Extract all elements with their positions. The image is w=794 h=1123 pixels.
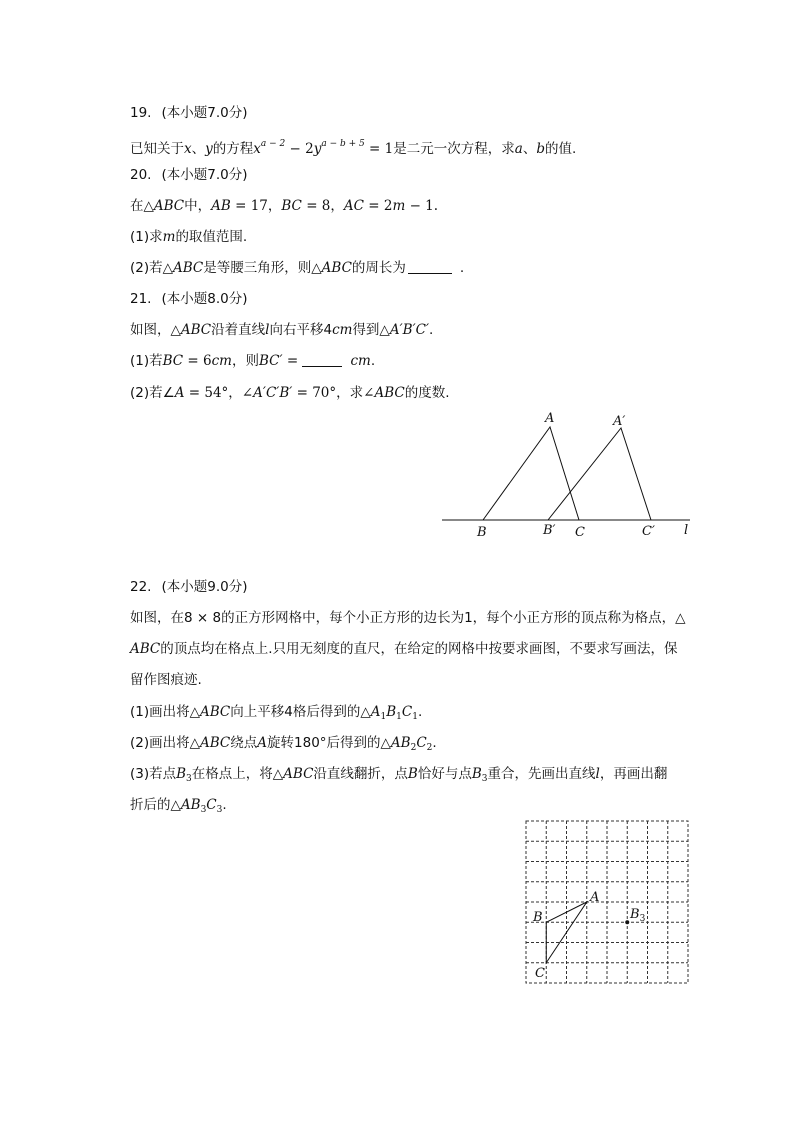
q22-statement-line2 [130,639,678,659]
text: 的取值范围. [175,229,248,245]
subscript: 3 [186,774,192,784]
math: ABC [374,385,405,401]
q21-statement [130,320,433,340]
subscript: 3 [200,805,207,815]
math: AB [180,797,201,813]
label-B3 [629,907,646,924]
subscript: 1 [412,712,418,722]
var-y: y [313,141,322,157]
text: 恰好与点 [417,766,472,782]
math: AC [343,198,364,214]
answer-blank[interactable] [302,366,342,367]
subscript: 3 [481,774,488,784]
math: A [370,704,381,720]
text: 的值. [544,141,577,157]
text: = 1 [364,141,394,157]
text: = 70°，求∠ [292,385,375,401]
math: ABC [153,198,185,214]
math: ABC [180,322,212,338]
var-a: a [514,141,523,157]
math: cm [332,322,353,338]
text: (1)若 [130,353,163,369]
math: B [407,766,418,782]
text: 留作图痕迹. [130,672,202,688]
text: 绕点 [230,735,258,751]
text: − 1. [405,198,439,214]
text: 沿直线翻折，点 [313,766,408,782]
text: . [370,353,376,369]
math: C [416,735,427,751]
label-B2: B′ [543,523,556,538]
var-b: b [536,141,545,157]
text: 向右平移4 [269,322,333,338]
math: B [471,766,482,782]
math: AB [211,198,231,214]
text: = 17， [230,198,282,214]
math: ABC [283,766,314,782]
text: (2)若∠ [130,385,175,401]
label-C2: C′ [642,524,655,539]
math: ABC [130,641,161,657]
text: 向上平移4格后得到的△ [230,704,371,720]
label-B: B [533,910,543,925]
text: 、 [522,141,537,157]
q20-part2 [130,258,464,278]
math: ABC [200,704,231,720]
math: BC [162,353,184,369]
math: ABC [321,260,352,276]
math: C [401,704,413,720]
q22-statement-line1 [130,608,686,628]
text: (1)求 [130,229,163,245]
q22-part3 [130,764,667,789]
answer-blank[interactable] [408,273,452,274]
var-y: y [205,141,213,157]
q22-score: (本小题9.0分) [161,579,248,595]
q22-part1 [130,702,422,727]
text: . [417,704,423,720]
math: ABC [173,260,204,276]
subscript: 3 [216,805,223,815]
q22-part3-cont [130,795,227,820]
math: C [206,797,217,813]
text: 折后的△ [130,797,181,813]
text: 如图，在8 × 8的正方形网格中，每个小正方形的边长为1，每个小正方形的顶点称为格点，△ [130,610,686,626]
text: = 8， [301,198,344,214]
text: 、 [191,141,206,157]
label-C: C [535,966,545,981]
math: l [595,766,600,782]
triangle-abc [483,427,579,520]
math: cm [211,353,232,369]
label-C: C [575,525,585,540]
subscript: 2 [410,743,417,753]
math: m [162,229,176,245]
math: BC′ [259,353,283,369]
q19-statement [130,134,576,159]
q22-grid-figure [520,815,695,990]
label-B: B [477,525,487,540]
exponent: a − 2 [260,139,286,149]
point-b3 [625,920,629,924]
text: (2)若△ [130,260,174,276]
text: 在△ [130,198,154,214]
q20-number: 20. [130,167,152,183]
text: ，再画出翻 [599,766,668,782]
subscript: 1 [380,712,387,722]
text: = 6 [183,353,212,369]
text: 是二元一次方程，求 [393,141,515,157]
math: cm [350,353,371,369]
exponent: a − b + 5 [321,139,365,149]
text: 中， [184,198,212,214]
q22-part2 [130,733,437,758]
q22-header [130,577,248,597]
text: . [429,322,434,338]
math: A′B′C′ [389,322,430,338]
math: AB [390,735,411,751]
text: . [459,260,465,276]
text: 已知关于 [130,141,184,157]
label-A: A [545,411,555,426]
triangle-a2b2c2 [548,428,651,520]
math: l [265,322,270,338]
text: (2)画出将△ [130,735,201,751]
math: A [257,735,268,751]
q21-number: 21. [130,291,152,307]
label-b3-subscript: 3 [639,914,646,924]
subscript: 2 [426,743,433,753]
text: 如图，△ [130,322,181,338]
var-x: x [253,141,261,157]
text: 旋转180°后得到的△ [267,735,391,751]
label-l: l [684,523,689,538]
var-x: x [184,141,192,157]
text: 是等腰三角形，则△ [203,260,322,276]
text: 重合，先画出直线 [487,766,596,782]
q21-part1 [130,351,375,371]
q22-statement-line3 [130,670,202,690]
q19-number: 19. [130,105,152,121]
text: 沿着直线 [211,322,266,338]
math: BC [281,198,302,214]
q19-score: (本小题7.0分) [161,105,248,121]
q20-header [130,165,248,185]
text: − 2 [285,141,314,157]
q22-number: 22. [130,579,152,595]
q20-part1 [130,227,247,247]
q21-score: (本小题8.0分) [161,291,248,307]
text: (3)若点 [130,766,177,782]
text: 在格点上，将△ [191,766,284,782]
text: 的度数. [404,385,450,401]
text: = 2 [363,198,393,214]
label-b3-letter: B [630,907,640,922]
q19-header [130,103,248,123]
text: (1)画出将△ [130,704,201,720]
subscript: 1 [396,712,402,722]
math: B [176,766,187,782]
text: ，则 [232,353,259,369]
text: . [222,797,227,813]
text: 的顶点均在格点上.只用无刻度的直尺，在给定的网格中按要求画图，不要求写画法，保 [160,641,678,657]
math: ABC [200,735,231,751]
grid-lines [526,821,688,983]
q21-figure [440,405,700,545]
math: A [174,385,185,401]
text: 得到△ [352,322,390,338]
label-A: A [590,890,600,905]
q20-statement [130,196,438,216]
q21-header [130,289,248,309]
text: . [432,735,437,751]
math: A′C′B′ [253,385,293,401]
text: = [282,353,303,369]
math: m [392,198,406,214]
text: 的周长为 [351,260,406,276]
q20-score: (本小题7.0分) [161,167,248,183]
label-A2: A′ [613,414,626,429]
text: = 54°，∠ [184,385,254,401]
text: 的方程 [212,141,254,157]
q21-part2 [130,383,450,403]
math: B [386,704,397,720]
